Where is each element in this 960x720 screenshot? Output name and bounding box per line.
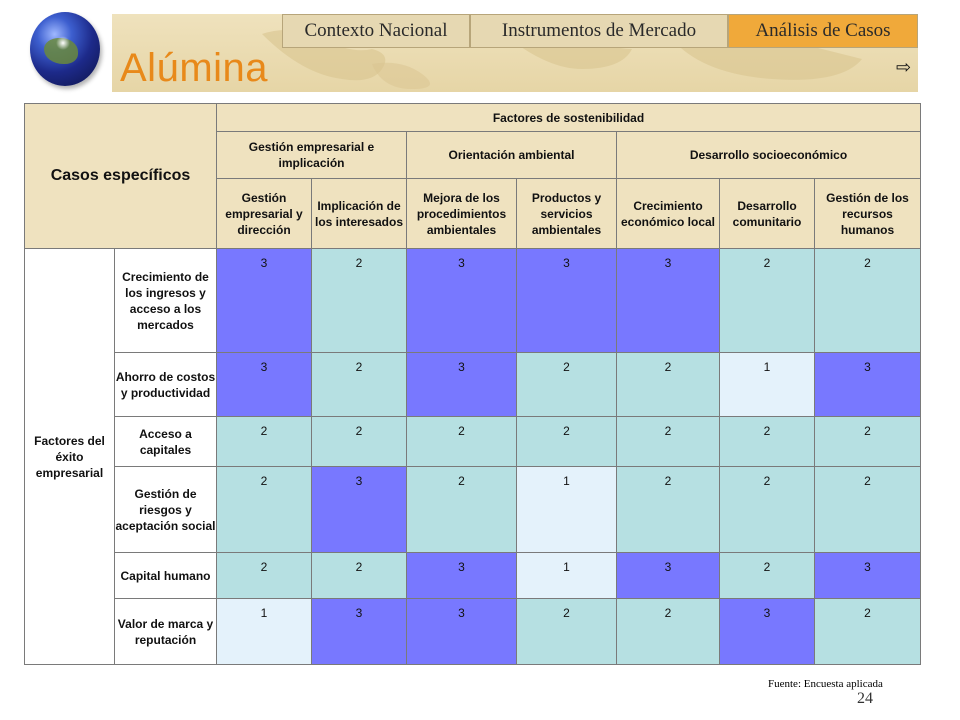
- row-label: Ahorro de costos y productividad: [115, 353, 217, 417]
- value-cell: 3: [407, 553, 517, 599]
- table-row: [25, 599, 921, 665]
- sustainability-matrix-table: [24, 103, 921, 665]
- value-cell: 2: [312, 353, 407, 417]
- table-row: [25, 353, 921, 417]
- value-cell: 2: [815, 249, 921, 353]
- value-cell: 2: [720, 553, 815, 599]
- page-title: Alúmina: [120, 46, 269, 90]
- row-label: Crecimiento de los ingresos y acceso a los mercados: [115, 249, 217, 353]
- value-cell: 3: [312, 599, 407, 665]
- source-note: Fuente: Encuesta aplicada: [768, 678, 883, 690]
- value-cell: 2: [517, 353, 617, 417]
- value-cell: 2: [617, 417, 720, 467]
- sparkle-icon: [56, 36, 70, 50]
- tab-contexto-nacional[interactable]: Contexto Nacional: [282, 14, 470, 48]
- value-cell: 2: [217, 553, 312, 599]
- value-cell: 2: [720, 417, 815, 467]
- value-cell: 2: [617, 467, 720, 553]
- value-cell: 1: [217, 599, 312, 665]
- table-row: [25, 467, 921, 553]
- value-cell: 2: [815, 599, 921, 665]
- column-header: Crecimiento económico local: [617, 179, 720, 249]
- value-cell: 3: [815, 353, 921, 417]
- row-group-label: Factores del éxito empresarial: [25, 249, 115, 665]
- value-cell: 2: [815, 417, 921, 467]
- row-label: Gestión de riesgos y aceptación social: [115, 467, 217, 553]
- value-cell: 2: [407, 417, 517, 467]
- value-cell: 2: [312, 249, 407, 353]
- value-cell: 2: [517, 417, 617, 467]
- group-header: Desarrollo socioeconómico: [617, 132, 921, 179]
- corner-label: Casos específicos: [25, 104, 217, 249]
- value-cell: 3: [815, 553, 921, 599]
- value-cell: 3: [407, 599, 517, 665]
- column-header: Mejora de los procedimientos ambientales: [407, 179, 517, 249]
- column-header: Gestión de los recursos humanos: [815, 179, 921, 249]
- value-cell: 3: [720, 599, 815, 665]
- value-cell: 2: [217, 467, 312, 553]
- value-cell: 3: [517, 249, 617, 353]
- value-cell: 2: [312, 553, 407, 599]
- value-cell: 2: [720, 249, 815, 353]
- value-cell: 2: [617, 353, 720, 417]
- top-header: Factores de sostenibilidad: [217, 104, 921, 132]
- value-cell: 3: [312, 467, 407, 553]
- value-cell: 2: [617, 599, 720, 665]
- value-cell: 2: [312, 417, 407, 467]
- page-number: 24: [857, 690, 873, 707]
- value-cell: 3: [217, 249, 312, 353]
- next-slide-arrow-icon[interactable]: ⇨: [896, 57, 912, 77]
- column-header: Desarrollo comunitario: [720, 179, 815, 249]
- value-cell: 1: [517, 553, 617, 599]
- table-row: [25, 249, 921, 353]
- value-cell: 2: [517, 599, 617, 665]
- column-header: Gestión empresarial y dirección: [217, 179, 312, 249]
- column-header: Implicación de los interesados: [312, 179, 407, 249]
- value-cell: 3: [407, 353, 517, 417]
- value-cell: 2: [217, 417, 312, 467]
- table-row: [25, 417, 921, 467]
- value-cell: 3: [217, 353, 312, 417]
- value-cell: 3: [617, 249, 720, 353]
- value-cell: 2: [407, 467, 517, 553]
- table-row: [25, 553, 921, 599]
- row-label: Acceso a capitales: [115, 417, 217, 467]
- tab-analisis-de-casos[interactable]: Análisis de Casos: [728, 14, 918, 48]
- tab-instrumentos-de-mercado[interactable]: Instrumentos de Mercado: [470, 14, 728, 48]
- group-header: Orientación ambiental: [407, 132, 617, 179]
- group-header: Gestión empresarial e implicación: [217, 132, 407, 179]
- value-cell: 1: [517, 467, 617, 553]
- value-cell: 1: [720, 353, 815, 417]
- value-cell: 3: [407, 249, 517, 353]
- row-label: Valor de marca y reputación: [115, 599, 217, 665]
- value-cell: 2: [815, 467, 921, 553]
- row-label: Capital humano: [115, 553, 217, 599]
- column-header: Productos y servicios ambientales: [517, 179, 617, 249]
- nav-tabs: [282, 14, 918, 48]
- value-cell: 2: [720, 467, 815, 553]
- value-cell: 3: [617, 553, 720, 599]
